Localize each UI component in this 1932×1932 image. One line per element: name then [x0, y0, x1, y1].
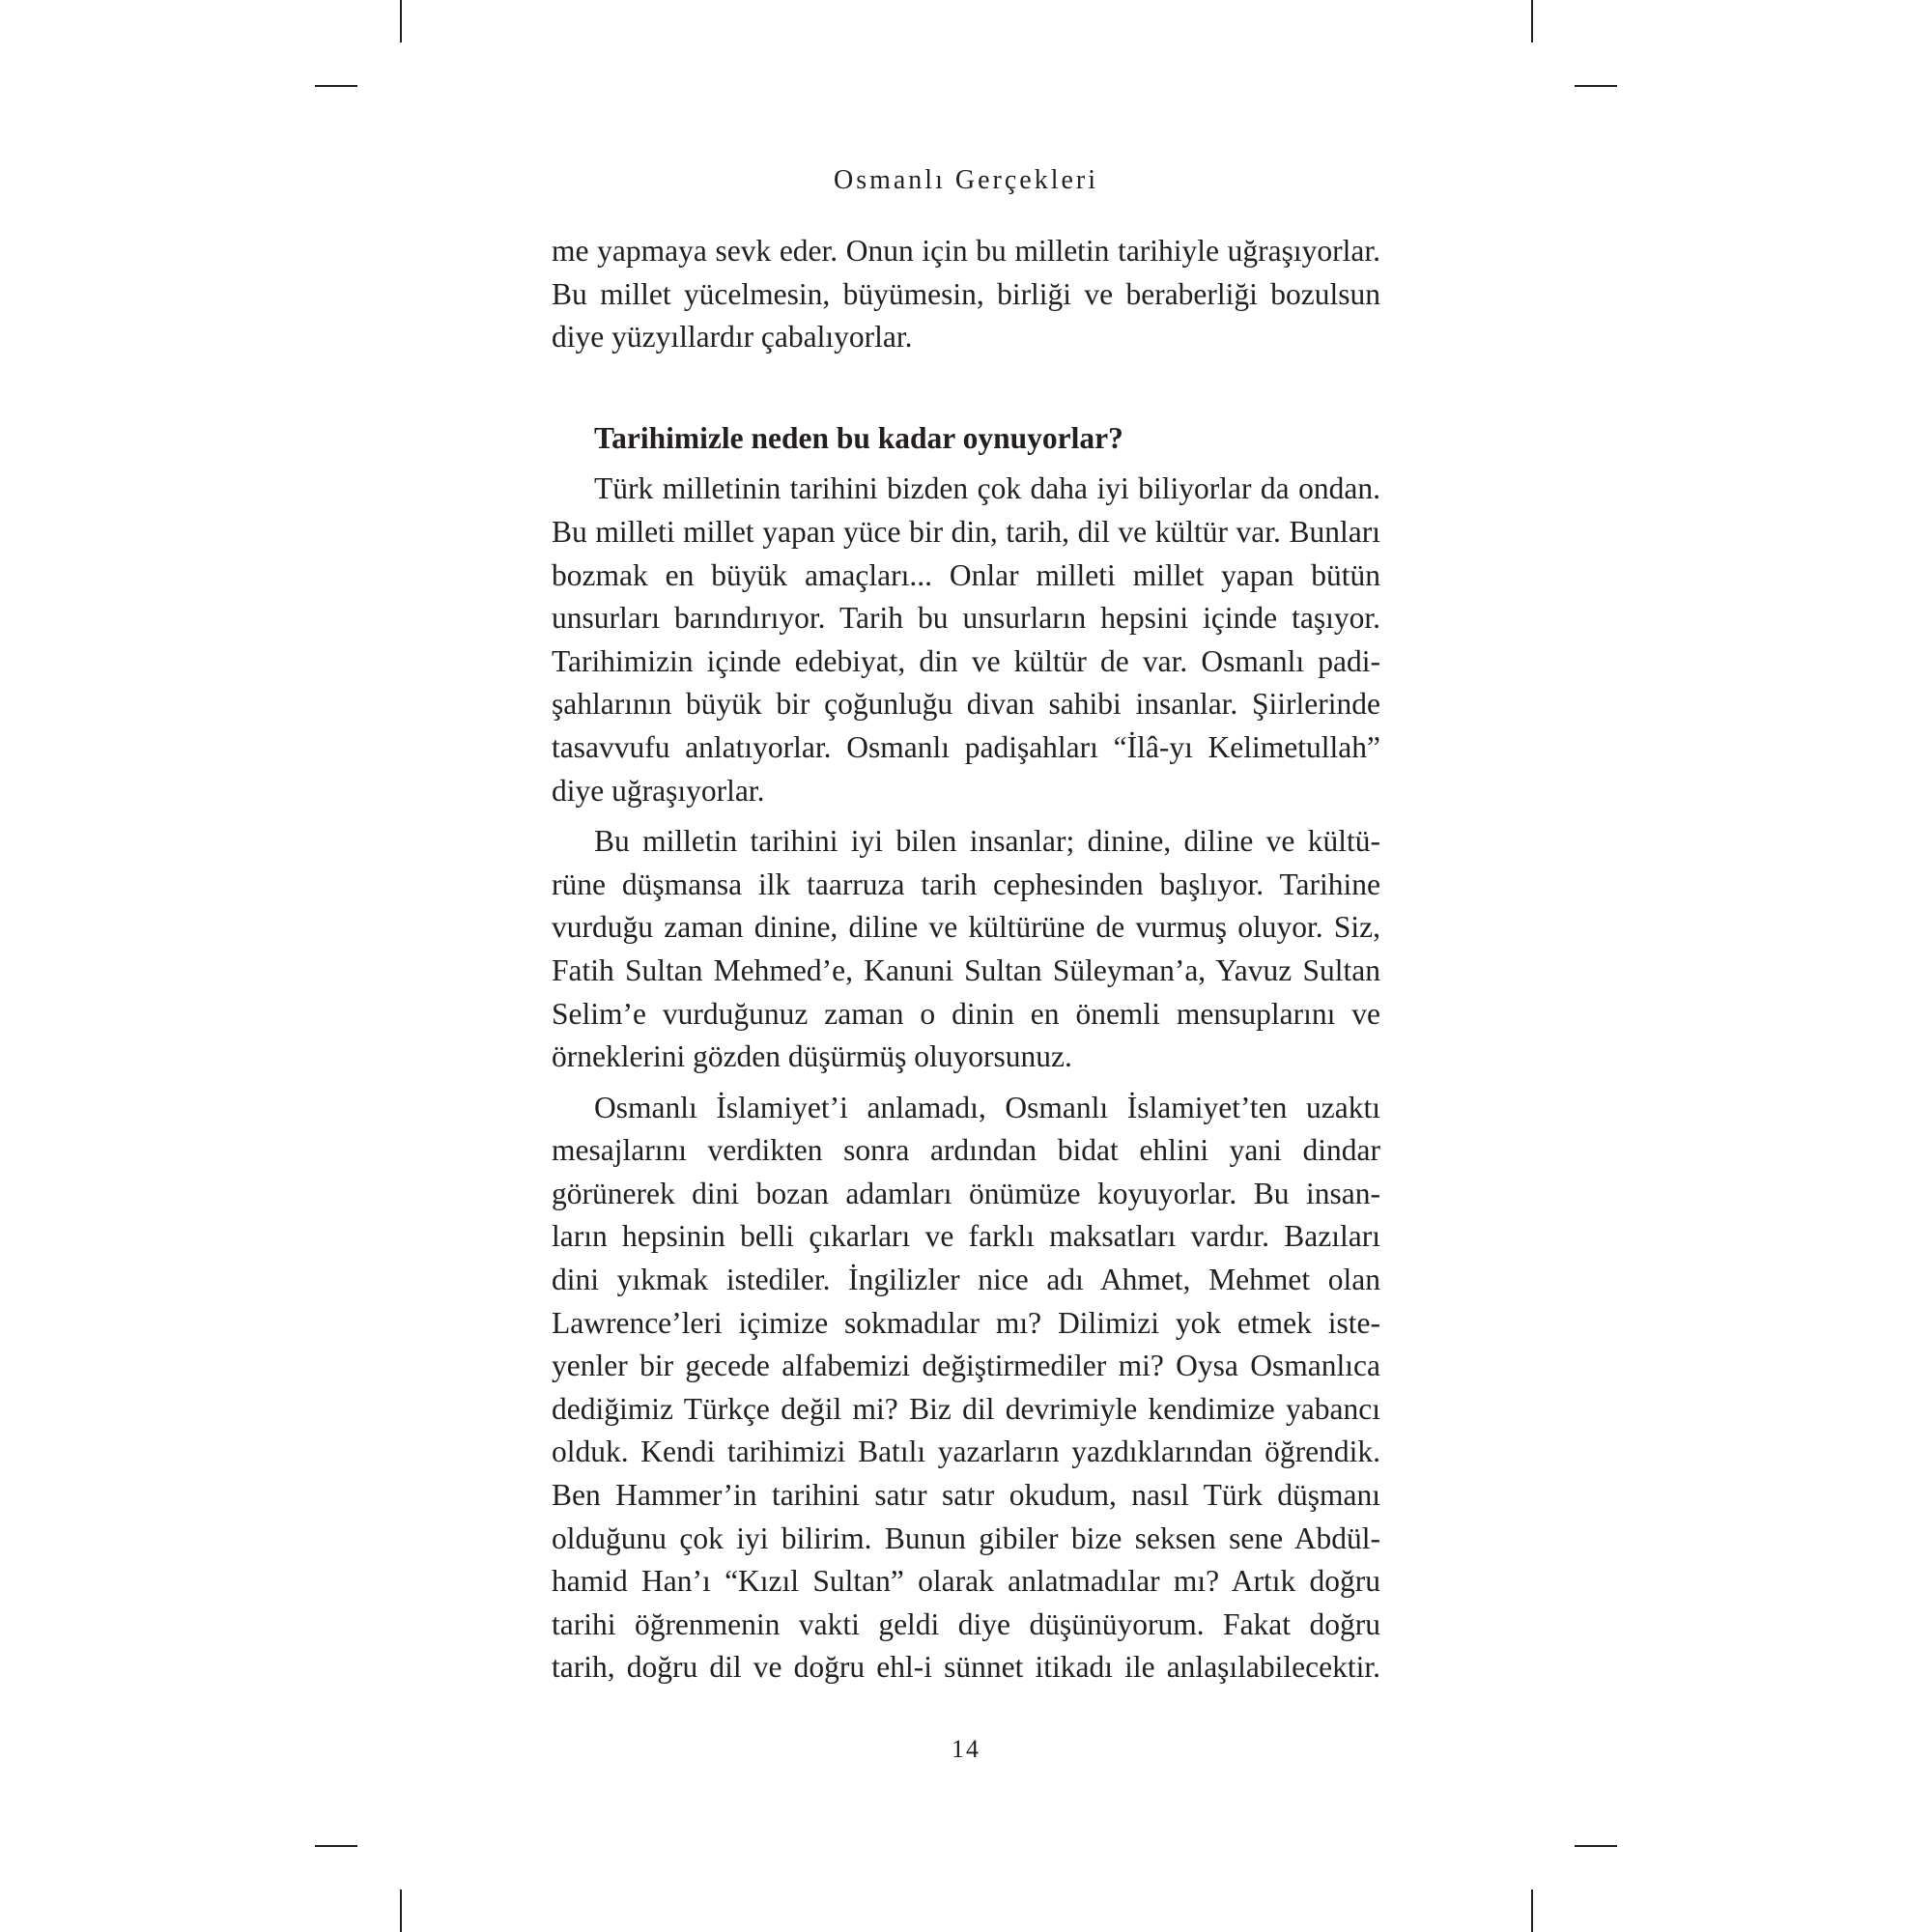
text-line: hamid Han’ı “Kızıl Sultan” olarak anlatmadılar mı? Artık doğru — [552, 1564, 1380, 1599]
text-line: tarihi öğrenmenin vakti geldi diye düşünüyorum. Fakat doğru — [552, 1606, 1380, 1641]
text-line: mesajlarını verdikten sonra ardından bidat ehlini yani dindar — [552, 1133, 1380, 1168]
text-line: Tarihimizin içinde edebiyat, din ve kültür de var. Osmanlı padi- — [552, 643, 1380, 678]
text-line: vurduğu zaman dinine, diline ve kültürüne de vurmuş oluyor. Siz, — [552, 910, 1380, 945]
crop-mark-left-top — [315, 85, 357, 87]
text-line: me yapmaya sevk eder. Onun için bu milletin tarihiyle uğraşıyorlar. — [552, 234, 1380, 268]
text-line: bozmak en büyük amaçları... Onlar milleti millet yapan bütün — [552, 557, 1380, 592]
intro-paragraph — [552, 230, 1380, 359]
section-heading: Tarihimizle neden bu kadar oynuyorlar? — [594, 420, 1123, 455]
paragraph-2 — [552, 820, 1380, 1079]
crop-mark-left-bottom — [315, 1845, 357, 1847]
running-head: Osmanlı Gerçekleri — [833, 165, 1099, 195]
body-text — [552, 230, 1380, 1697]
text-line: Ben Hammer’in tarihini satır satır okudum, nasıl Türk düşmanı — [552, 1478, 1380, 1513]
text-line: Lawrence’leri içimize sokmadılar mı? Dilimizi yok etmek iste- — [552, 1305, 1380, 1340]
text-line: Bu milleti millet yapan yüce bir din, tarih, dil ve kültür var. Bunları — [552, 514, 1380, 549]
text-line: olduğunu çok iyi bilirim. Bunun gibiler bize seksen sene Abdül- — [552, 1520, 1380, 1555]
text-line: diye uğraşıyorlar. — [552, 773, 765, 808]
text-line: diye yüzyıllardır çabalıyorlar. — [552, 320, 913, 355]
paragraph-1 — [552, 468, 1380, 812]
text-line: rüne düşmansa ilk taarruza tarih cephesinden başlıyor. Tarihine — [552, 867, 1380, 901]
text-line: olduk. Kendi tarihimizi Batılı yazarların yazdıklarından öğrendik. — [552, 1435, 1380, 1469]
text-line: dediğimiz Türkçe değil mi? Biz dil devrimiyle kendimize yabancı — [552, 1391, 1380, 1426]
crop-mark-bottom-left — [400, 1889, 402, 1932]
crop-mark-right-bottom — [1575, 1845, 1617, 1847]
text-line: ların hepsinin belli çıkarları ve farklı maksatları vardır. Bazıları — [552, 1219, 1380, 1254]
text-line: yenler bir gecede alfabemizi değiştirmediler mi? Oysa Osmanlıca — [552, 1349, 1380, 1383]
text-line: Osmanlı İslamiyet’i anlamadı, Osmanlı İslamiyet’ten uzaktı — [594, 1090, 1380, 1124]
text-line: dini yıkmak istediler. İngilizler nice adı Ahmet, Mehmet olan — [552, 1263, 1380, 1297]
text-line: Selim’e vurduğunuz zaman o dinin en önemli mensuplarını ve — [552, 996, 1380, 1031]
crop-mark-bottom-right — [1531, 1889, 1533, 1932]
crop-mark-top-right — [1531, 0, 1533, 43]
text-line: örneklerini gözden düşürmüş oluyorsunuz. — [552, 1039, 1072, 1074]
paragraph-3 — [552, 1087, 1380, 1690]
page-number: 14 — [952, 1735, 980, 1763]
text-line: Bu millet yücelmesin, büyümesin, birliği ve beraberliği bozulsun — [552, 276, 1380, 311]
text-line: tasavvufu anlatıyorlar. Osmanlı padişahları “İlâ-yı Kelimetullah” — [552, 729, 1380, 764]
crop-mark-top-left — [400, 0, 402, 43]
text-line: Fatih Sultan Mehmed’e, Kanuni Sultan Süleyman’a, Yavuz Sultan — [552, 952, 1380, 987]
text-line: görünerek dini bozan adamları önümüze koyuyorlar. Bu insan- — [552, 1176, 1380, 1210]
text-line: tarih, doğru dil ve doğru ehl-i sünnet itikadı ile anlaşılabilecektir. — [552, 1650, 1380, 1685]
text-line: Türk milletinin tarihini bizden çok daha iyi biliyorlar da ondan. — [594, 471, 1380, 506]
crop-mark-right-top — [1575, 85, 1617, 87]
text-line: Bu milletin tarihini iyi bilen insanlar; dinine, diline ve kültü- — [594, 824, 1380, 859]
text-line: şahlarının büyük bir çoğunluğu divan sahibi insanlar. Şiirlerinde — [552, 687, 1380, 722]
text-line: unsurları barındırıyor. Tarih bu unsurların hepsini içinde taşıyor. — [552, 601, 1380, 636]
